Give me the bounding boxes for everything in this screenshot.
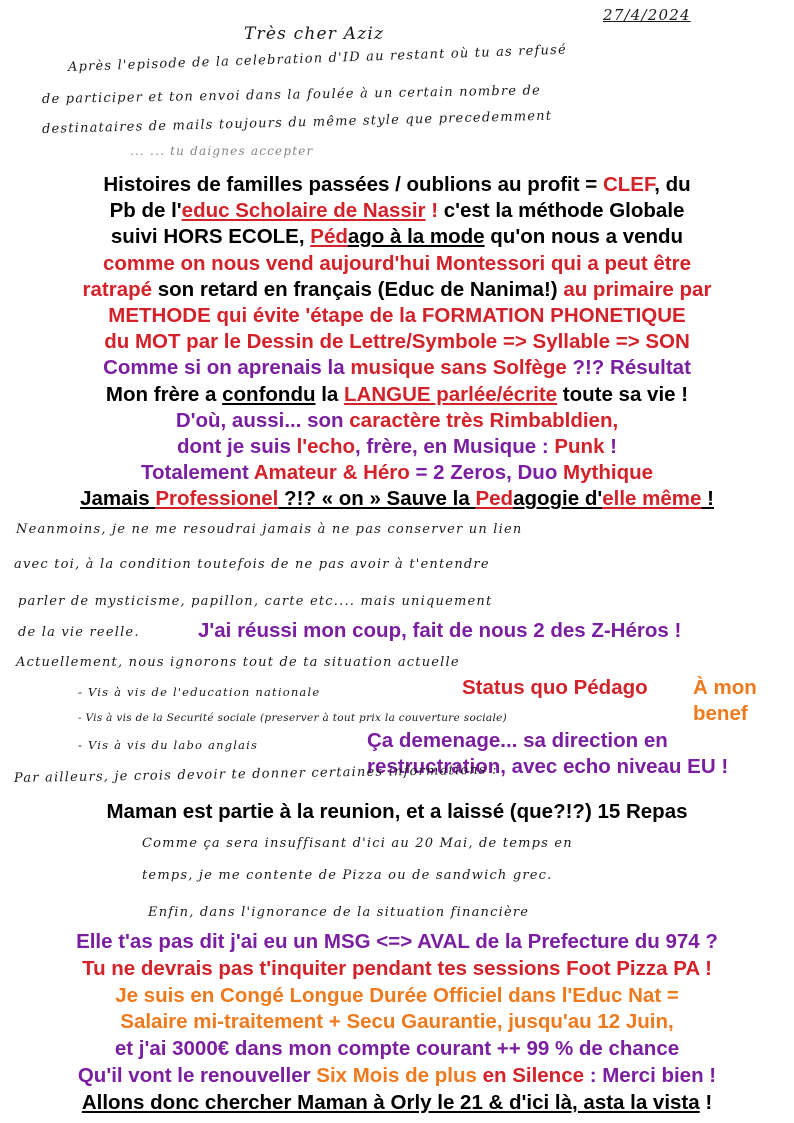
text-segment: = 2 Zeros, Duo: [409, 461, 564, 485]
text-segment: Jamais: [80, 487, 156, 511]
text-segment: CLEF: [602, 173, 655, 196]
block2-line: [0, 929, 794, 955]
text-segment: METHODE qui évite 'étape de la FORMATION PHONETIQUE: [108, 304, 686, 327]
block1-line: [0, 251, 794, 277]
text-segment: Péd: [310, 225, 348, 249]
text-segment: au primaire par: [563, 277, 712, 301]
text-segment: et j'ai 3000€ dans mon compte courant ++ 99 % de chance: [114, 1037, 680, 1061]
text-segment: Elle t'as pas dit j'ai eu un MSG <=> AVAL de la Prefecture du 974 ?: [76, 930, 718, 953]
block1-line: [0, 172, 794, 198]
text-segment: Six Mois de plus: [316, 1064, 477, 1087]
intro-line-1: Après l'episode de la celebration d'ID au restant où tu as refusé: [67, 42, 568, 75]
text-segment: du MOT par le Dessin de Lettre/Symbole => Syllable => SON: [104, 330, 690, 354]
text-segment: , du: [654, 173, 691, 196]
text-segment: Ped: [475, 487, 514, 511]
text-segment: caractère très Rimbabldien,: [349, 408, 619, 432]
middle-line-4: de la vie reelle.: [18, 625, 140, 640]
maman-line: Maman est partie à la reunion, et a laissé (que?!?) 15 Repas: [106, 800, 688, 823]
block1-line: [0, 434, 794, 460]
text-segment: musique sans Solfège: [350, 356, 567, 380]
block1-line: [0, 303, 794, 329]
text-segment: LANGUE parlée/écrite: [344, 382, 558, 406]
text-segment: Pb de l': [109, 199, 182, 223]
block1-line: [0, 198, 794, 224]
text-segment: comme on nous vend aujourd'hui Montessori qui a peut être: [102, 251, 692, 275]
block2-line: [0, 1009, 794, 1035]
block2-line: [0, 1036, 794, 1062]
middle-line-1: Neanmoins, je ne me resoudrai jamais à ne pas conserver un lien: [16, 522, 523, 537]
intro-line-4: ... ... tu daignes accepter: [130, 144, 314, 158]
intro-line-3: destinataires de mails toujours du même style que precedemment: [41, 108, 553, 137]
intro-line-2: de participer et ton envoi dans la foulée à un certain nombre de: [41, 83, 542, 107]
text-segment: Mon frère a: [105, 382, 223, 406]
block1-line: [0, 408, 794, 434]
text-segment: educ Scholaire de Nassir: [181, 199, 426, 223]
status-item-education: - Vis à vis de l'education nationale: [78, 685, 321, 699]
middle-line-2: avec toi, à la condition toutefois de ne pas avoir à t'entendre: [14, 557, 490, 572]
status-item-secu: - Vis à vis de la Securité sociale (preserver à tout prix la couverture sociale): [78, 712, 508, 724]
block1-line: [0, 329, 794, 355]
benef-line-2: benef: [693, 702, 748, 725]
benef-line-1: À mon: [693, 676, 757, 699]
block1-line: [0, 382, 794, 408]
text-segment: !: [699, 1090, 713, 1114]
text-segment: c'est la méthode Globale: [438, 199, 685, 223]
text-segment: , frère, en Musique :: [355, 435, 555, 458]
meals-line-1: Comme ça sera insuffisant d'ici au 20 Mai, de temps en: [142, 836, 573, 851]
text-segment: Je suis en Congé Longue Durée Officiel dans l'Educ Nat =: [115, 983, 679, 1007]
block1-line: [0, 460, 794, 486]
block2-line: [0, 1063, 794, 1089]
middle-line-3: parler de mysticisme, papillon, carte etc.... mais uniquement: [18, 594, 493, 609]
text-segment: l'echo: [296, 435, 355, 458]
text-segment: Tu ne devrais pas t'inquiter pendant tes sessions Foot Pizza PA !: [82, 956, 712, 980]
text-segment: : Merci bien !: [584, 1064, 717, 1087]
text-segment: D'où, aussi... son: [175, 408, 350, 432]
text-segment: Comme si on aprenais la: [103, 356, 351, 380]
text-segment: Mythique: [563, 461, 654, 485]
text-segment: Salaire mi-traitement + Secu Gaurantie, jusqu'au 12 Juin,: [120, 1010, 674, 1034]
text-segment: ago à la mode: [347, 225, 485, 249]
text-segment: ?!? « on » Sauve la: [278, 487, 476, 511]
zheros-line: J'ai réussi mon coup, fait de nous 2 des Z-Héros !: [198, 619, 682, 642]
block2-line: [0, 1090, 794, 1116]
text-segment: toute sa vie !: [557, 382, 689, 406]
demenage-line-1: Ça demenage... sa direction en: [367, 729, 668, 752]
letter-salutation: Très cher Aziz: [244, 24, 385, 44]
text-segment: qu'on nous a vendu: [484, 225, 684, 249]
block1-line: [0, 224, 794, 250]
text-segment: ratrapé: [82, 277, 153, 301]
block1-line: [0, 486, 794, 512]
text-segment: Amateur & Héro: [253, 461, 410, 485]
closing-handwritten: Enfin, dans l'ignorance de la situation financière: [148, 905, 530, 920]
text-segment: confondu: [222, 382, 316, 406]
text-segment: !: [425, 199, 439, 223]
text-segment: Totalement: [140, 461, 254, 485]
block1-line: [0, 277, 794, 303]
text-segment: Punk: [554, 435, 605, 458]
text-segment: Professionel: [155, 487, 279, 511]
status-item-labo: - Vis à vis du labo anglais: [78, 738, 259, 752]
text-segment: Histoires de familles passées / oublions au profit =: [103, 173, 603, 196]
text-segment: !: [701, 487, 714, 511]
text-segment: en Silence: [476, 1064, 584, 1087]
text-segment: dont je suis: [176, 435, 297, 458]
text-segment: Qu'il vont le renouveller: [77, 1064, 317, 1087]
text-segment: ?!? Résultat: [566, 356, 691, 380]
status-intro: Actuellement, nous ignorons tout de ta situation actuelle: [16, 655, 460, 670]
text-segment: Allons donc chercher Maman à Orly le 21 & d'ici là, asta la vista: [81, 1090, 700, 1114]
text-segment: suivi HORS ECOLE,: [110, 225, 311, 249]
info-line: Par ailleurs, je crois devoir te donner certaines informations :: [13, 762, 498, 786]
text-segment: la: [315, 382, 344, 406]
text-segment: elle même: [602, 487, 702, 511]
meals-line-2: temps, je me contente de Pizza ou de sandwich grec.: [142, 868, 553, 883]
status-quo-label: Status quo Pédago: [462, 676, 648, 699]
block2-line: [0, 956, 794, 982]
block1-line: [0, 355, 794, 381]
text-segment: agogie d': [513, 487, 603, 511]
demenage-line-2: restructration, avec echo niveau EU !: [367, 755, 729, 778]
block2-line: [0, 983, 794, 1009]
letter-date: 27/4/2024: [603, 6, 691, 24]
text-segment: !: [604, 435, 618, 458]
text-segment: son retard en français (Educ de Nanima!): [152, 277, 564, 301]
